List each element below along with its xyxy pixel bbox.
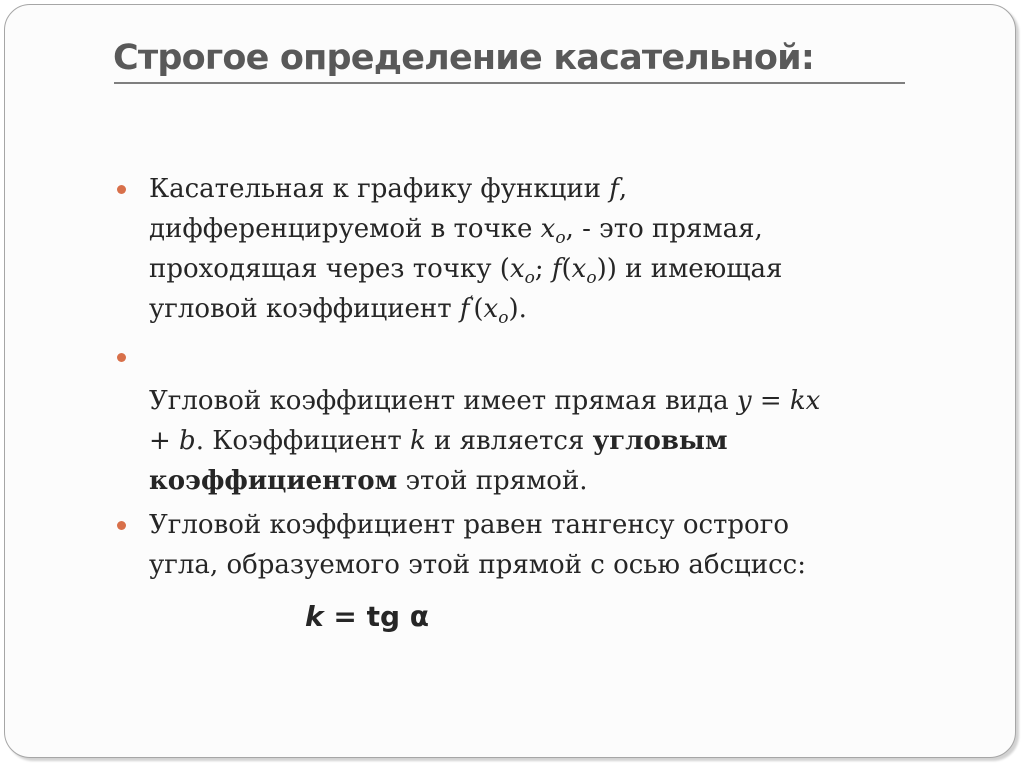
variable-symbol: k bbox=[305, 600, 324, 633]
text-line bbox=[149, 289, 969, 329]
text-line bbox=[149, 249, 969, 289]
text-run: , bbox=[618, 174, 628, 204]
text-line bbox=[149, 421, 969, 461]
text-run: ( bbox=[473, 294, 484, 324]
equation: y = kx bbox=[736, 386, 821, 416]
slide-title: Строгое определение касательной: bbox=[113, 38, 815, 78]
equation: + b bbox=[149, 426, 196, 456]
text-run: проходящая через точку ( bbox=[149, 254, 510, 284]
text-line bbox=[149, 381, 969, 421]
bullet-tangent bbox=[149, 505, 969, 585]
text-run: и является bbox=[425, 426, 593, 456]
variable-symbol: x bbox=[509, 254, 525, 284]
text-run: этой прямой. bbox=[397, 466, 588, 496]
text-line: угла, образуемого этой прямой с осью абсцисс: bbox=[149, 550, 806, 580]
text-run: ; bbox=[534, 254, 552, 284]
text-line: Угловой коэффициент равен тангенсу острого bbox=[149, 510, 789, 540]
subscript: o bbox=[586, 268, 597, 288]
function-symbol: f bbox=[609, 174, 619, 204]
variable-symbol: x bbox=[571, 254, 587, 284]
bullet-definition bbox=[149, 169, 969, 329]
text-run: Угловой коэффициент имеет прямая вида bbox=[149, 386, 737, 416]
bold-term: коэффициентом bbox=[149, 466, 398, 496]
variable-symbol: x bbox=[483, 294, 499, 324]
function-symbol: f bbox=[551, 254, 562, 284]
function-symbol: f bbox=[459, 294, 470, 324]
variable-symbol: k bbox=[410, 426, 426, 456]
slope-formula bbox=[305, 597, 429, 637]
bold-term: угловым bbox=[592, 426, 728, 456]
text-run: . Коэффициент bbox=[195, 426, 411, 456]
text-line bbox=[149, 169, 969, 209]
text-line bbox=[149, 209, 969, 249]
formula-text: = tg α bbox=[323, 600, 429, 633]
text-run: дифференцируемой в точке bbox=[149, 214, 541, 244]
bullet-marker bbox=[117, 353, 126, 362]
subscript: o bbox=[498, 308, 509, 328]
text-run: Касательная к графику функции bbox=[149, 174, 610, 204]
subscript: o bbox=[555, 228, 566, 248]
prime-symbol: ′ bbox=[469, 293, 474, 313]
subscript: o bbox=[524, 268, 535, 288]
bullet-slope bbox=[149, 381, 969, 501]
bullet-marker bbox=[117, 521, 126, 530]
slide-frame bbox=[4, 4, 1016, 758]
variable-symbol: x bbox=[540, 214, 556, 244]
text-run: ). bbox=[508, 294, 527, 324]
text-run: угловой коэффициент bbox=[149, 294, 460, 324]
bullet-marker bbox=[117, 185, 126, 194]
text-run: )) и имеющая bbox=[596, 254, 783, 284]
text-run: , - это прямая, bbox=[565, 214, 763, 244]
text-line bbox=[149, 461, 969, 501]
text-run: ( bbox=[561, 254, 572, 284]
title-underline bbox=[114, 82, 905, 84]
